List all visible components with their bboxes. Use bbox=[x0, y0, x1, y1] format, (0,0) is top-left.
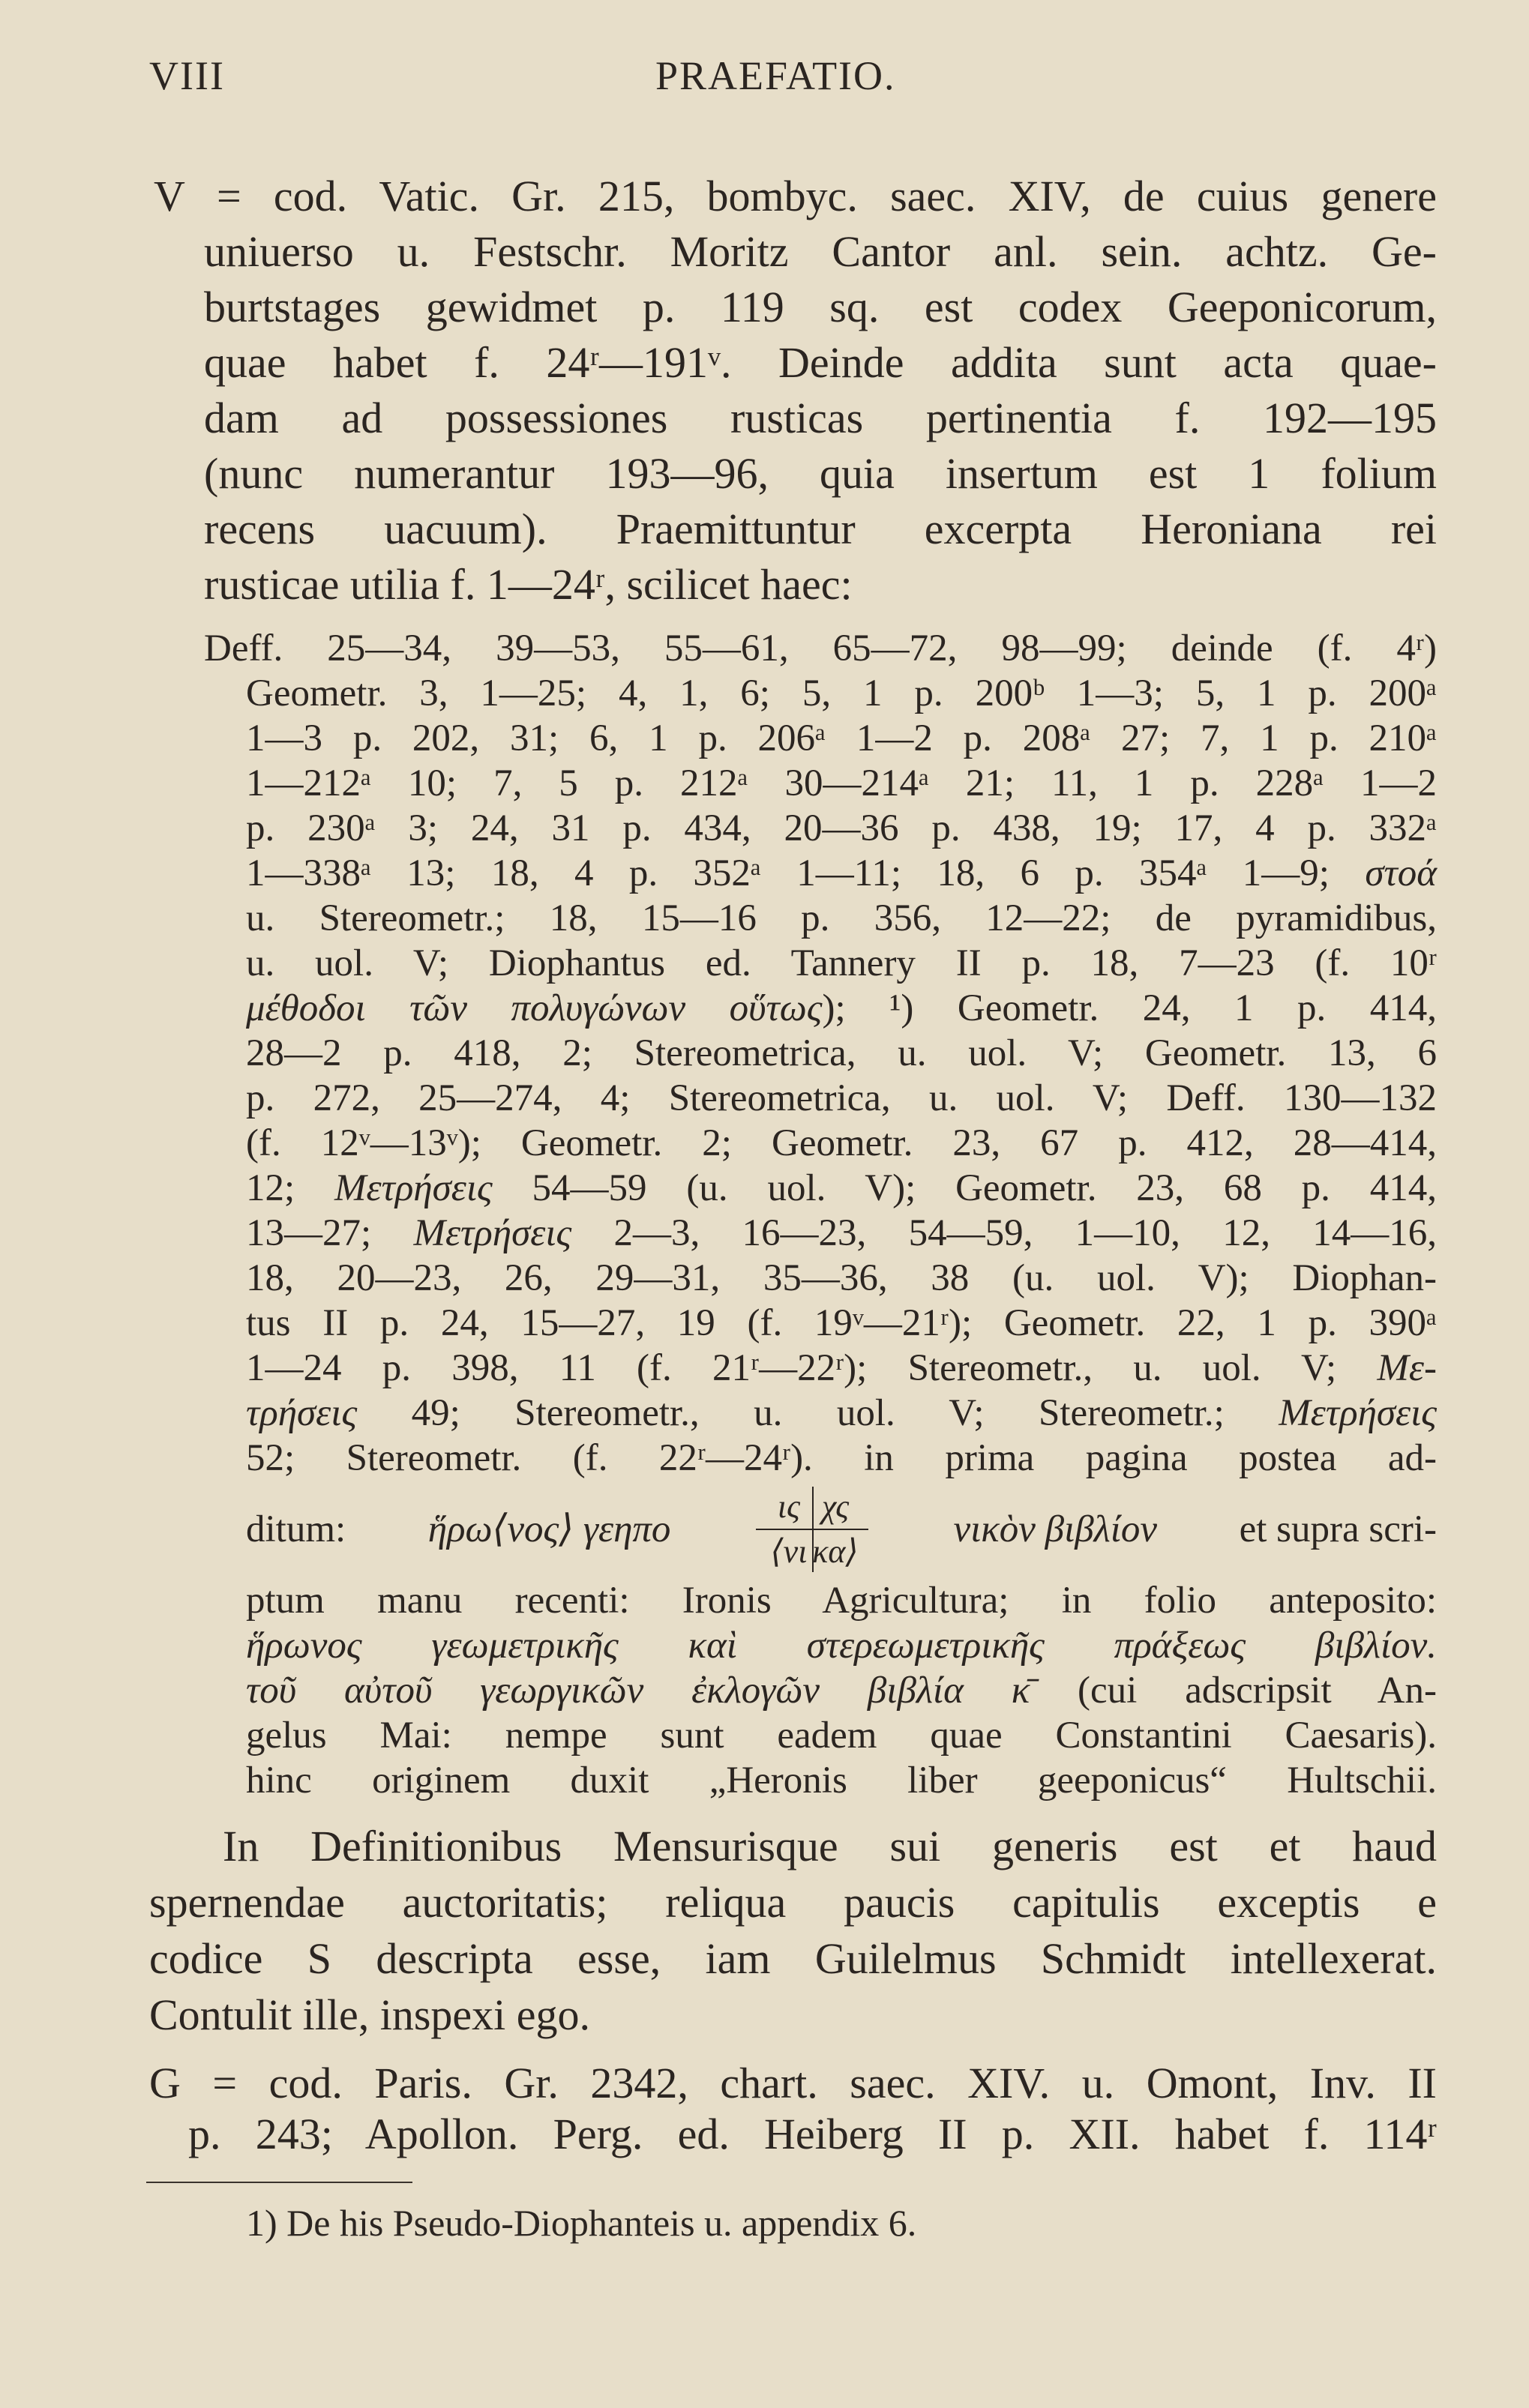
text-line bbox=[204, 941, 1437, 986]
greek-text: Με- bbox=[1377, 1347, 1437, 1389]
text-line bbox=[246, 2200, 1296, 2245]
paragraph-definitions bbox=[149, 1818, 1437, 2043]
latin-text: u. Stereometr.; 18, 15—16 p. 356, 12—22; de pyramidibus, bbox=[246, 897, 1437, 939]
text-line bbox=[149, 2109, 1437, 2160]
latin-text: u. uol. V; Diophantus ed. Tannery II p. 18, 7—23 (f. 10ʳ bbox=[246, 942, 1437, 984]
text-line bbox=[204, 1301, 1437, 1346]
fraction-bottom-left: ⟨νι bbox=[770, 1533, 808, 1570]
latin-text: codice S descripta esse, iam Guilelmus Schmidt intellexerat. bbox=[149, 1934, 1437, 1983]
latin-text: 1—24 p. 398, 11 (f. 21ʳ—22ʳ); Stereometr., u. uol. V; bbox=[246, 1347, 1378, 1389]
latin-text: 12; bbox=[246, 1167, 334, 1209]
page-number: VIII bbox=[149, 53, 225, 98]
latin-text: uniuerso u. Festschr. Moritz Cantor anl. sein. achtz. Ge- bbox=[204, 227, 1437, 276]
latin-text: p. 230ᵃ 3; 24, 31 p. 434, 20—36 p. 438, 19; 17, 4 p. 332ᵃ bbox=[246, 807, 1437, 849]
text-line bbox=[149, 2058, 1437, 2109]
text-line bbox=[204, 1623, 1437, 1668]
fraction-top-right: χς bbox=[821, 1488, 850, 1525]
text-line bbox=[149, 1818, 1437, 1874]
text-line bbox=[204, 761, 1437, 806]
text-line bbox=[204, 1713, 1437, 1758]
footnote bbox=[246, 2200, 1296, 2245]
text-line bbox=[154, 391, 1437, 446]
text-line bbox=[154, 557, 1437, 612]
greek-text: Μετρήσεις bbox=[334, 1167, 493, 1209]
text-line bbox=[154, 502, 1437, 557]
latin-text: Contulit ille, inspexi ego. bbox=[149, 1990, 591, 2039]
excerpt-list bbox=[204, 626, 1437, 1803]
greek-text: Μετρήσεις bbox=[1279, 1392, 1437, 1434]
latin-text: 13—27; bbox=[246, 1212, 414, 1254]
greek-text: τοῦ αὐτοῦ γεωργικῶν ἐκλογῶν βιβλία κ̄ bbox=[246, 1670, 1030, 1712]
latin-text: spernendae auctoritatis; reliqua paucis capitulis exceptis e bbox=[149, 1878, 1437, 1927]
latin-text: tus II p. 24, 15—27, 19 (f. 19ᵛ—21ʳ); Geometr. 22, 1 p. 390ᵃ bbox=[246, 1302, 1437, 1344]
text-line bbox=[204, 716, 1437, 761]
text-line bbox=[204, 1758, 1437, 1803]
paragraph-codex-v bbox=[154, 169, 1437, 612]
latin-text: burtstages gewidmet p. 119 sq. est codex Geeponicorum, bbox=[204, 283, 1437, 331]
excerpt-lines bbox=[204, 626, 1437, 1481]
text-line bbox=[154, 335, 1437, 391]
text-line bbox=[149, 1930, 1437, 1987]
footnote-rule bbox=[146, 2182, 412, 2183]
latin-text: dam ad possessiones rusticas pertinentia f. 192—195 bbox=[204, 394, 1437, 442]
text-line bbox=[204, 1256, 1437, 1301]
paragraph-codex-g bbox=[149, 2058, 1437, 2160]
abbreviation-fraction bbox=[756, 1488, 868, 1571]
latin-text: 49; Stereometr., u. uol. V; Stereometr.; bbox=[357, 1392, 1279, 1434]
latin-text: p. 243; Apollon. Perg. ed. Heiberg II p. XII. habet f. 114ʳ bbox=[188, 2110, 1437, 2158]
text-line bbox=[154, 169, 1437, 224]
latin-text: rusticae utilia f. 1—24ʳ, scilicet haec: bbox=[204, 560, 853, 609]
ditum-line bbox=[204, 1481, 1437, 1578]
text-line bbox=[154, 280, 1437, 335]
text-line bbox=[204, 1076, 1437, 1121]
greek-title-end: νικὸν βιβλίον bbox=[953, 1508, 1158, 1550]
latin-text: (f. 12ᵛ—13ᵛ); Geometr. 2; Geometr. 23, 67 p. 412, 28—414, bbox=[246, 1122, 1437, 1164]
greek-text: ἥρωνος γεωμετρικῆς καὶ στερεωμετρικῆς πράξεως βιβλίον. bbox=[246, 1625, 1437, 1667]
excerpt-lines-after bbox=[204, 1578, 1437, 1803]
fraction-bottom-right: κα⟩ bbox=[812, 1533, 859, 1570]
latin-text: G = cod. Paris. Gr. 2342, chart. saec. XIV. u. Omont, Inv. II bbox=[149, 2059, 1437, 2107]
latin-text: V = cod. Vatic. Gr. 215, bombyc. saec. XIV, de cuius genere bbox=[154, 172, 1437, 220]
latin-text: ptum manu recenti: Ironis Agricultura; in folio anteposito: bbox=[246, 1580, 1437, 1622]
greek-text: μέθοδοι τῶν πολυγώνων οὕτως bbox=[246, 987, 823, 1029]
ditum-lead: ditum: bbox=[246, 1508, 346, 1550]
greek-text: Μετρήσεις bbox=[413, 1212, 572, 1254]
latin-text: 52; Stereometr. (f. 22ʳ—24ʳ). in prima pagina postea ad- bbox=[246, 1437, 1437, 1479]
latin-text: 1) De his Pseudo-Diophanteis u. appendix 6. bbox=[246, 2202, 917, 2244]
latin-text: 1—338ᵃ 13; 18, 4 p. 352ᵃ 1—11; 18, 6 p. 354ᵃ 1—9; bbox=[246, 852, 1366, 894]
latin-text: gelus Mai: nempe sunt eadem quae Constantini Caesaris). bbox=[246, 1715, 1437, 1757]
text-line bbox=[204, 896, 1437, 941]
text-line bbox=[204, 1211, 1437, 1256]
latin-text: (nunc numerantur 193—96, quia insertum est 1 folium bbox=[204, 449, 1437, 498]
text-line bbox=[154, 224, 1437, 280]
latin-text: In Definitionibus Mensurisque sui generis est et haud bbox=[223, 1822, 1437, 1870]
latin-text: 2—3, 16—23, 54—59, 1—10, 12, 14—16, bbox=[571, 1212, 1437, 1254]
running-title: PRAEFATIO. bbox=[655, 53, 896, 98]
text-line bbox=[204, 1031, 1437, 1076]
text-line bbox=[204, 986, 1437, 1031]
text-line bbox=[204, 1436, 1437, 1481]
text-line bbox=[149, 1874, 1437, 1930]
latin-text: hinc originem duxit „Heronis liber geeponicus“ Hultschii. bbox=[246, 1760, 1437, 1802]
text-line bbox=[204, 626, 1437, 671]
text-line bbox=[204, 851, 1437, 896]
fraction-divider bbox=[812, 1487, 814, 1572]
latin-text: (cui adscripsit An- bbox=[1030, 1670, 1437, 1712]
text-line bbox=[204, 1166, 1437, 1211]
text-line bbox=[204, 1668, 1437, 1713]
latin-text: 1—3 p. 202, 31; 6, 1 p. 206ᵃ 1—2 p. 208ᵃ 27; 7, 1 p. 210ᵃ bbox=[246, 717, 1437, 759]
latin-text: ); ¹) Geometr. 24, 1 p. 414, bbox=[822, 987, 1437, 1029]
greek-title-start: ἥρω⟨νος⟩ γεηπο bbox=[427, 1508, 671, 1550]
latin-text: Deff. 25—34, 39—53, 55—61, 65—72, 98—99; deinde (f. 4ʳ) bbox=[204, 627, 1437, 669]
latin-text: 54—59 (u. uol. V); Geometr. 23, 68 p. 414, bbox=[492, 1167, 1437, 1209]
text-line bbox=[149, 1987, 1437, 2043]
latin-text: 1—212ᵃ 10; 7, 5 p. 212ᵃ 30—214ᵃ 21; 11, 1 p. 228ᵃ 1—2 bbox=[246, 762, 1437, 804]
latin-text: p. 272, 25—274, 4; Stereometrica, u. uol. V; Deff. 130—132 bbox=[246, 1077, 1437, 1119]
greek-text: τρήσεις bbox=[246, 1392, 358, 1434]
text-line bbox=[204, 806, 1437, 851]
text-line bbox=[204, 1346, 1437, 1391]
latin-text: quae habet f. 24ʳ—191ᵛ. Deinde addita sunt acta quae- bbox=[204, 338, 1437, 387]
text-line bbox=[204, 1578, 1437, 1623]
latin-text: 18, 20—23, 26, 29—31, 35—36, 38 (u. uol. V); Diophan- bbox=[246, 1257, 1437, 1299]
latin-text: Geometr. 3, 1—25; 4, 1, 6; 5, 1 p. 200ᵇ 1—3; 5, 1 p. 200ᵃ bbox=[246, 672, 1437, 714]
text-line bbox=[154, 446, 1437, 502]
running-header bbox=[149, 52, 1437, 105]
text-line bbox=[204, 671, 1437, 716]
latin-text: recens uacuum). Praemittuntur excerpta Heroniana rei bbox=[204, 505, 1437, 553]
latin-text: 28—2 p. 418, 2; Stereometrica, u. uol. V; Geometr. 13, 6 bbox=[246, 1032, 1437, 1074]
text-line bbox=[204, 1121, 1437, 1166]
greek-text: στοά bbox=[1365, 852, 1437, 894]
text-line bbox=[204, 1391, 1437, 1436]
fraction-top-left: ις bbox=[777, 1488, 800, 1525]
ditum-tail: et supra scri- bbox=[1239, 1508, 1437, 1550]
